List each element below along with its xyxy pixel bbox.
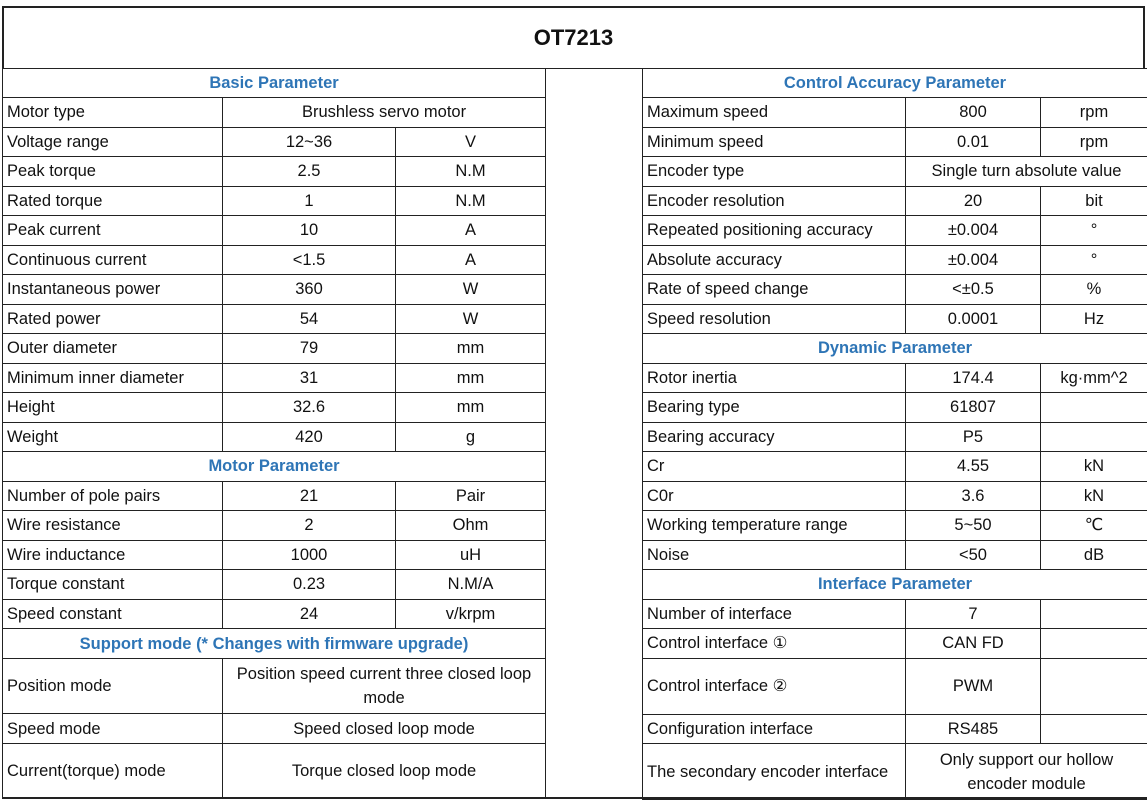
param-name: Bearing accuracy — [643, 422, 906, 452]
param-value: 1 — [223, 186, 396, 216]
param-value: 4.55 — [906, 452, 1041, 482]
param-unit — [1041, 629, 1147, 659]
param-unit: rpm — [1041, 98, 1147, 128]
param-value: 0.01 — [906, 127, 1041, 157]
param-name: Maximum speed — [643, 98, 906, 128]
table-row — [3, 157, 546, 187]
param-name: Rated power — [3, 304, 223, 334]
param-name: Weight — [3, 422, 223, 452]
table-row — [3, 334, 546, 364]
section-header: Dynamic Parameter — [643, 334, 1147, 364]
param-value: 61807 — [906, 393, 1041, 423]
section-header: Basic Parameter — [3, 69, 546, 98]
param-value: 20 — [906, 186, 1041, 216]
table-row — [3, 186, 546, 216]
bottom-border — [2, 797, 1147, 799]
param-value: Speed closed loop mode — [223, 714, 546, 744]
param-value: 12~36 — [223, 127, 396, 157]
section-header: Interface Parameter — [643, 570, 1147, 600]
param-value: CAN FD — [906, 629, 1041, 659]
param-unit: ° — [1041, 216, 1147, 246]
table-row — [643, 599, 1147, 629]
param-name: Current(torque) mode — [3, 744, 223, 799]
param-name: Wire inductance — [3, 540, 223, 570]
param-name: Continuous current — [3, 245, 223, 275]
param-unit: bit — [1041, 186, 1147, 216]
param-name: Configuration interface — [643, 714, 906, 744]
param-value: 1000 — [223, 540, 396, 570]
param-name: Encoder resolution — [643, 186, 906, 216]
table-row — [3, 570, 546, 600]
param-name: Working temperature range — [643, 511, 906, 541]
table-row — [3, 304, 546, 334]
table-row — [3, 393, 546, 423]
param-value: 2 — [223, 511, 396, 541]
param-value: Brushless servo motor — [223, 98, 546, 128]
param-unit: ℃ — [1041, 511, 1147, 541]
table-row — [643, 452, 1147, 482]
param-name: Position mode — [3, 659, 223, 714]
param-name: Rate of speed change — [643, 275, 906, 305]
table-row — [643, 714, 1147, 744]
param-name: Instantaneous power — [3, 275, 223, 305]
table-row — [643, 245, 1147, 275]
param-unit: mm — [396, 334, 546, 364]
table-gap — [545, 68, 642, 98]
param-unit: N.M — [396, 186, 546, 216]
param-value: 2.5 — [223, 157, 396, 187]
table-row — [3, 98, 546, 128]
param-value: ±0.004 — [906, 245, 1041, 275]
param-unit: N.M/A — [396, 570, 546, 600]
param-name: Peak torque — [3, 157, 223, 187]
table-row — [3, 744, 546, 799]
param-unit — [1041, 599, 1147, 629]
param-unit — [1041, 714, 1147, 744]
param-value: 174.4 — [906, 363, 1041, 393]
param-name: Cr — [643, 452, 906, 482]
param-name: Number of interface — [643, 599, 906, 629]
table-row — [3, 216, 546, 246]
table-row — [643, 363, 1147, 393]
table-row — [643, 127, 1147, 157]
param-value: <±0.5 — [906, 275, 1041, 305]
param-value: 7 — [906, 599, 1041, 629]
param-value: RS485 — [906, 714, 1041, 744]
param-name: Number of pole pairs — [3, 481, 223, 511]
param-unit: mm — [396, 363, 546, 393]
param-value: <50 — [906, 540, 1041, 570]
param-name: Rotor inertia — [643, 363, 906, 393]
param-name: Rated torque — [3, 186, 223, 216]
param-name: Motor type — [3, 98, 223, 128]
param-value: 79 — [223, 334, 396, 364]
table-row — [643, 186, 1147, 216]
right-spec-table — [642, 68, 1147, 800]
table-row — [3, 363, 546, 393]
table-row — [3, 481, 546, 511]
section-header-row — [3, 69, 546, 98]
param-value: Only support our hollow encoder module — [906, 744, 1147, 800]
param-name: Speed constant — [3, 599, 223, 629]
param-unit: Hz — [1041, 304, 1147, 334]
param-name: Minimum inner diameter — [3, 363, 223, 393]
table-row — [643, 157, 1147, 187]
table-row — [643, 629, 1147, 659]
section-header: Motor Parameter — [3, 452, 546, 482]
param-unit: v/krpm — [396, 599, 546, 629]
param-unit: kN — [1041, 452, 1147, 482]
param-unit: uH — [396, 540, 546, 570]
table-row — [643, 393, 1147, 423]
param-unit: Ohm — [396, 511, 546, 541]
param-value: P5 — [906, 422, 1041, 452]
table-row — [3, 511, 546, 541]
param-value: 3.6 — [906, 481, 1041, 511]
param-name: Minimum speed — [643, 127, 906, 157]
param-name: C0r — [643, 481, 906, 511]
table-row — [3, 127, 546, 157]
table-row — [643, 216, 1147, 246]
param-value: 31 — [223, 363, 396, 393]
section-header: Support mode (* Changes with firmware upgrade) — [3, 629, 546, 659]
param-unit: A — [396, 245, 546, 275]
param-value: 420 — [223, 422, 396, 452]
param-value: ±0.004 — [906, 216, 1041, 246]
table-row — [3, 422, 546, 452]
table-row — [643, 422, 1147, 452]
param-unit: ° — [1041, 245, 1147, 275]
param-unit: W — [396, 275, 546, 305]
param-value: Single turn absolute value — [906, 157, 1147, 187]
table-row — [643, 275, 1147, 305]
table-row — [643, 304, 1147, 334]
param-name: Bearing type — [643, 393, 906, 423]
param-unit: N.M — [396, 157, 546, 187]
param-unit: kN — [1041, 481, 1147, 511]
table-row — [3, 714, 546, 744]
param-value: Torque closed loop mode — [223, 744, 546, 799]
param-name: Encoder type — [643, 157, 906, 187]
table-row — [643, 658, 1147, 714]
table-row — [3, 599, 546, 629]
table-row — [643, 511, 1147, 541]
param-unit: % — [1041, 275, 1147, 305]
param-unit: Pair — [396, 481, 546, 511]
section-header-row — [643, 69, 1147, 98]
param-name: Control interface ② — [643, 658, 906, 714]
table-row — [3, 245, 546, 275]
param-name: The secondary encoder interface — [643, 744, 906, 800]
param-value: 800 — [906, 98, 1041, 128]
table-row — [3, 659, 546, 714]
param-name: Torque constant — [3, 570, 223, 600]
param-value: 0.23 — [223, 570, 396, 600]
param-name: Voltage range — [3, 127, 223, 157]
section-header-row — [643, 570, 1147, 600]
param-name: Absolute accuracy — [643, 245, 906, 275]
left-spec-table — [2, 68, 546, 799]
param-name: Outer diameter — [3, 334, 223, 364]
param-unit: A — [396, 216, 546, 246]
param-name: Speed mode — [3, 714, 223, 744]
page-title: OT7213 — [2, 6, 1145, 68]
param-value: 5~50 — [906, 511, 1041, 541]
param-name: Noise — [643, 540, 906, 570]
section-header-row — [3, 452, 546, 482]
param-name: Height — [3, 393, 223, 423]
param-value: <1.5 — [223, 245, 396, 275]
table-row — [643, 481, 1147, 511]
param-name: Control interface ① — [643, 629, 906, 659]
param-value: 54 — [223, 304, 396, 334]
param-unit — [1041, 393, 1147, 423]
param-value: Position speed current three closed loop mode — [223, 659, 546, 714]
table-row — [3, 275, 546, 305]
section-header: Control Accuracy Parameter — [643, 69, 1147, 98]
param-unit: rpm — [1041, 127, 1147, 157]
section-header-row — [3, 629, 546, 659]
param-value: PWM — [906, 658, 1041, 714]
param-value: 10 — [223, 216, 396, 246]
param-value: 24 — [223, 599, 396, 629]
param-unit — [1041, 422, 1147, 452]
param-unit: W — [396, 304, 546, 334]
section-header-row — [643, 334, 1147, 364]
table-row — [643, 98, 1147, 128]
param-value: 21 — [223, 481, 396, 511]
table-row — [643, 744, 1147, 800]
param-name: Repeated positioning accuracy — [643, 216, 906, 246]
param-unit: kg·mm^2 — [1041, 363, 1147, 393]
param-name: Wire resistance — [3, 511, 223, 541]
table-row — [643, 540, 1147, 570]
param-unit: mm — [396, 393, 546, 423]
param-name: Peak current — [3, 216, 223, 246]
param-value: 0.0001 — [906, 304, 1041, 334]
param-unit: g — [396, 422, 546, 452]
table-row — [3, 540, 546, 570]
param-name: Speed resolution — [643, 304, 906, 334]
param-value: 32.6 — [223, 393, 396, 423]
param-unit: dB — [1041, 540, 1147, 570]
param-value: 360 — [223, 275, 396, 305]
param-unit: V — [396, 127, 546, 157]
param-unit — [1041, 658, 1147, 714]
